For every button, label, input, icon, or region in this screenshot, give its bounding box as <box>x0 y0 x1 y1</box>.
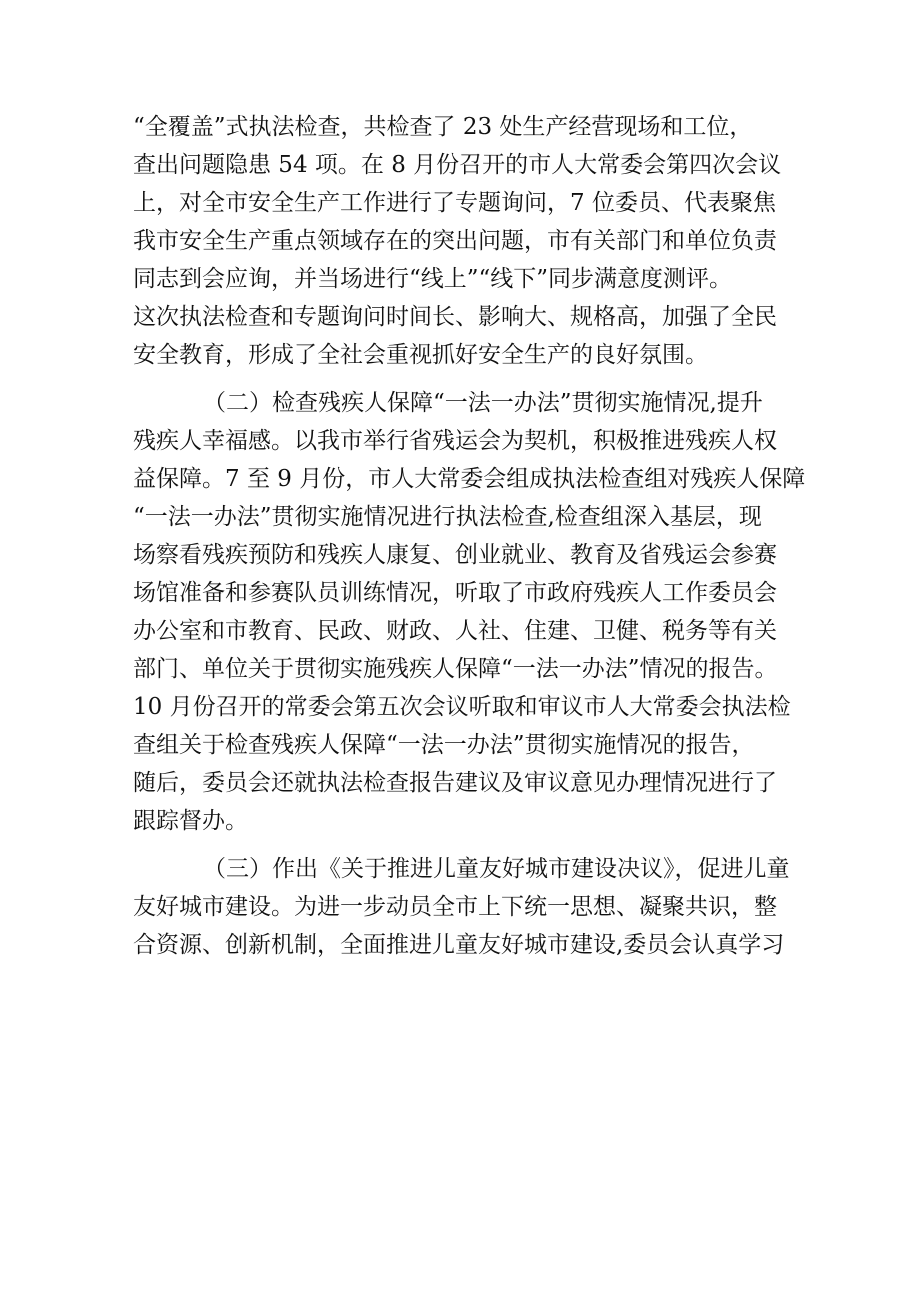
text-line: 合资源、创新机制，全面推进儿童友好城市建设,委员会认真学习 <box>133 932 785 958</box>
text-line: 益保障。7 至 9 月份，市人大常委会组成执法检查组对残疾人保障 <box>133 466 806 492</box>
paragraph-1 <box>133 108 813 374</box>
text-line: 同志到会应询，并当场进行“线上”“线下”同步满意度测评。 <box>133 266 733 292</box>
text-line: “全覆盖”式执法检查，共检查了 23 处生产经营现场和工位， <box>133 114 753 140</box>
paragraph-2 <box>133 384 813 840</box>
text-line: 10 月份召开的常委会第五次会议听取和审议市人大常委会执法检 <box>133 694 791 720</box>
text-line: （二）检查残疾人保障“一法一办法”贯彻实施情况,提升 <box>203 390 763 416</box>
paragraph-gap <box>133 840 813 850</box>
text-line: 办公室和市教育、民政、财政、人社、住建、卫健、税务等有关 <box>133 618 777 644</box>
text-line: 随后，委员会还就执法检查报告建议及审议意见办理情况进行了 <box>133 770 777 796</box>
text-line: 友好城市建设。为进一步动员全市上下统一思想、凝聚共识，整 <box>133 894 777 920</box>
text-line: 残疾人幸福感。以我市举行省残运会为契机，积极推进残疾人权 <box>133 428 777 454</box>
text-line: “一法一办法”贯彻实施情况进行执法检查,检查组深入基层，现 <box>133 504 762 530</box>
text-line: 这次执法检查和专题询问时间长、影响大、规格高，加强了全民 <box>133 304 777 330</box>
text-line: 场察看残疾预防和残疾人康复、创业就业、教育及省残运会参赛 <box>133 542 777 568</box>
text-line: 安全教育，形成了全社会重视抓好安全生产的良好氛围。 <box>133 342 708 368</box>
document-body <box>133 108 813 964</box>
text-line: （三）作出《关于推进儿童友好城市建设决议》，促进儿童 <box>203 856 790 882</box>
text-line: 场馆准备和参赛队员训练情况，听取了市政府残疾人工作委员会 <box>133 580 777 606</box>
text-line: 查组关于检查残疾人保障“一法一办法”贯彻实施情况的报告， <box>133 732 755 758</box>
text-line: 跟踪督办。 <box>133 808 248 834</box>
text-line: 查出问题隐患 54 项。在 8 月份召开的市人大常委会第四次会议 <box>133 152 782 178</box>
text-line: 部门、单位关于贯彻实施残疾人保障“一法一办法”情况的报告。 <box>133 656 778 682</box>
paragraph-3 <box>133 850 813 964</box>
text-line: 上，对全市安全生产工作进行了专题询问，7 位委员、代表聚焦 <box>133 190 776 216</box>
text-line: 我市安全生产重点领域存在的突出问题，市有关部门和单位负责 <box>133 228 777 254</box>
paragraph-gap <box>133 374 813 384</box>
